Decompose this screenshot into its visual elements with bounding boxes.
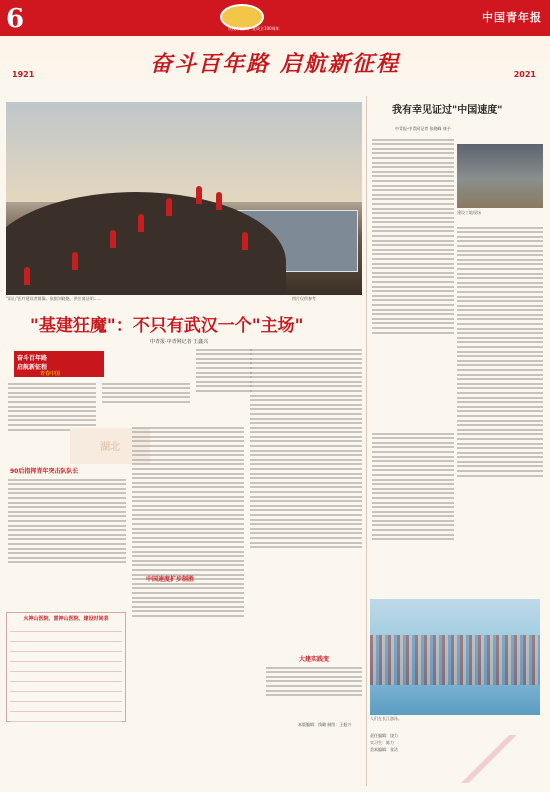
sidebar-text: [266, 664, 362, 720]
swimming-photo-caption: 人们在长江游泳。: [370, 716, 402, 721]
banner-year-left: 1921: [12, 70, 35, 79]
column-divider: [366, 96, 367, 786]
table-row: [10, 642, 122, 652]
page-number: 6: [6, 4, 25, 34]
emblem-text: 庆祝中国共产党成立100周年: [228, 26, 280, 31]
table-row: [10, 632, 122, 642]
body-column-6: [250, 346, 362, 652]
table-row: [10, 662, 122, 672]
table-row: [10, 672, 122, 682]
table-title: 火神山医院、雷神山医院、建设时间表: [23, 616, 109, 622]
right-column-3: [372, 430, 454, 596]
photo-sky: [6, 102, 362, 202]
body-column-4: [132, 424, 244, 720]
article-byline: 中青报·中青网记者 王鑫兴: [150, 339, 209, 345]
table-row: [10, 622, 122, 632]
construction-photo: [457, 144, 543, 208]
photo-worker: [138, 214, 144, 232]
column-logo-line2: 启航新征程: [17, 364, 48, 371]
swimmers-crowd: [370, 635, 540, 685]
photo-worker: [72, 252, 78, 270]
table-row: [10, 692, 122, 702]
page-editor: 本版编辑：钱璐 制图：王振兴: [298, 722, 352, 727]
column-logo: [14, 351, 104, 377]
masthead: 中国青年报: [482, 11, 542, 24]
right-article-title: 我有幸见证过"中国速度": [392, 105, 503, 116]
photo-worker: [110, 230, 116, 248]
subhead-2: 中国速度扩步制胜: [146, 576, 195, 583]
table-row: [10, 712, 122, 722]
photo-worker: [216, 192, 222, 210]
photo-worker: [24, 267, 30, 285]
banner-year-right: 2021: [513, 70, 536, 79]
swimming-photo: [370, 599, 540, 715]
subhead-1: 90后指挥青年突击队队长: [10, 468, 79, 475]
right-editors: [370, 732, 398, 753]
map-label: 湖北: [100, 442, 120, 453]
main-photo: [6, 102, 362, 295]
body-column-2: [102, 380, 190, 420]
body-column-3: [8, 476, 126, 610]
decorative-wave: [440, 735, 544, 783]
photo-worker: [196, 186, 202, 204]
timeline-table: [6, 612, 126, 722]
right-column-2: [457, 224, 543, 594]
photo-credit: 图片仅供参考: [292, 296, 316, 301]
editor-line: 责任编辑：饶力: [370, 733, 398, 738]
right-column-1: [372, 136, 454, 426]
banner-title: 奋斗百年路 启航新征程: [150, 52, 400, 77]
editor-line: 美术编辑：张洁: [370, 747, 398, 752]
column-logo-line1: 奋斗百年路: [17, 355, 48, 362]
column-logo-line3: 青春中国: [40, 371, 61, 377]
page-header: [0, 0, 550, 36]
table-row: [10, 652, 122, 662]
body-column-5: [196, 346, 252, 420]
table-row: [10, 682, 122, 692]
article-headline: "基建狂魔"：不只有武汉一个"主场": [30, 316, 304, 336]
table-row: [10, 702, 122, 712]
sidebar-title: 大建实践变: [298, 656, 329, 663]
photo-worker: [242, 232, 248, 250]
sidebar-box: [266, 654, 362, 722]
right-article-byline: 中青报·中青网记者 张晓峰 康予: [395, 126, 451, 131]
photo-worker: [166, 198, 172, 216]
construction-photo-caption: 建设工地现场: [457, 210, 481, 215]
editor-line: 实习生：陈力: [370, 740, 394, 745]
photo-caption: "雨山"医疗建设者群像。依据刘晓艳、供应商证明……: [6, 296, 102, 301]
